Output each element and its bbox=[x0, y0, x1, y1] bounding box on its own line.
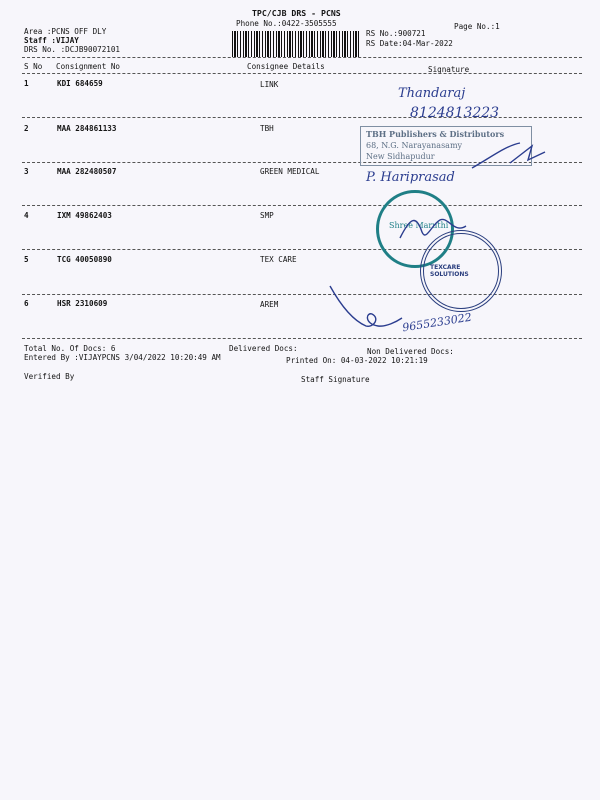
row-sno: 6 bbox=[24, 299, 29, 308]
column-header-sno: S No bbox=[24, 62, 43, 71]
row-consignment: MAA 284861133 bbox=[57, 124, 117, 133]
handwritten-name-3: P. Hariprasad bbox=[366, 170, 455, 185]
handwritten-name-1: Thandaraj bbox=[398, 86, 466, 101]
handwritten-phone-1: 8124813223 bbox=[410, 105, 500, 121]
staff-field: Staff :VIJAY bbox=[24, 36, 79, 45]
total-docs: Total No. Of Docs: 6 bbox=[24, 344, 116, 353]
phone-number: Phone No.:0422-3505555 bbox=[236, 19, 337, 28]
row-consignment: MAA 282480507 bbox=[57, 167, 117, 176]
row-consignee: LINK bbox=[260, 80, 279, 89]
column-header-consignment: Consignment No bbox=[56, 62, 121, 71]
row-consignee: GREEN MEDICAL bbox=[260, 167, 320, 176]
staff-signature-label: Staff Signature bbox=[301, 375, 370, 384]
signature-scribble-2 bbox=[470, 138, 560, 174]
divider bbox=[22, 73, 582, 74]
delivered-docs: Delivered Docs: bbox=[229, 344, 298, 353]
barcode bbox=[232, 31, 360, 57]
row-consignment: TCG 40050890 bbox=[57, 255, 112, 264]
divider bbox=[22, 338, 582, 339]
row-sno: 3 bbox=[24, 167, 29, 176]
report-title: TPC/CJB DRS - PCNS bbox=[252, 8, 341, 18]
column-header-consignee: Consignee Details bbox=[247, 62, 325, 71]
stamp-line: TBH Publishers & Distributors bbox=[366, 129, 505, 139]
row-consignee: SMP bbox=[260, 211, 274, 220]
row-consignment: HSR 2310609 bbox=[57, 299, 108, 308]
stamp-line: 68, N.G. Narayanasamy bbox=[366, 141, 463, 150]
row-consignee: TBH bbox=[260, 124, 274, 133]
row-consignment: IXM 49862403 bbox=[57, 211, 112, 220]
row-consignee: AREM bbox=[260, 300, 279, 309]
rs-date: RS Date:04-Mar-2022 bbox=[366, 39, 453, 48]
drs-number: DRS No. :DCJB90072101 bbox=[24, 45, 121, 54]
handwritten-phone-6: 9655233022 bbox=[401, 310, 473, 335]
row-sno: 1 bbox=[24, 79, 29, 88]
divider bbox=[22, 294, 582, 295]
texcare-round-stamp bbox=[420, 230, 502, 312]
row-sno: 5 bbox=[24, 255, 29, 264]
stamp-line: New Sidhapudur bbox=[366, 152, 435, 161]
stamp-text: Shree Maruthi bbox=[389, 221, 449, 230]
divider bbox=[22, 249, 582, 250]
printed-on: Printed On: 04-03-2022 10:21:19 bbox=[286, 356, 428, 365]
area-field: Area :PCNS OFF DLY bbox=[24, 27, 107, 36]
rs-number: RS No.:900721 bbox=[366, 29, 426, 38]
stamp-text: TEXCARE SOLUTIONS bbox=[430, 264, 469, 278]
column-header-signature: Signature bbox=[428, 65, 470, 74]
row-consignee: TEX CARE bbox=[260, 255, 297, 264]
row-sno: 2 bbox=[24, 124, 29, 133]
page-number: Page No.:1 bbox=[454, 22, 500, 31]
row-sno: 4 bbox=[24, 211, 29, 220]
row-consignment: KDI 684659 bbox=[57, 79, 103, 88]
divider bbox=[22, 205, 582, 206]
signature-scribble-6 bbox=[326, 282, 406, 334]
non-delivered-docs: Non Delivered Docs: bbox=[367, 347, 454, 356]
entered-by: Entered By :VIJAYPCNS 3/04/2022 10:20:49 AM bbox=[24, 353, 221, 362]
divider bbox=[22, 57, 582, 58]
verified-by: Verified By bbox=[24, 372, 75, 381]
